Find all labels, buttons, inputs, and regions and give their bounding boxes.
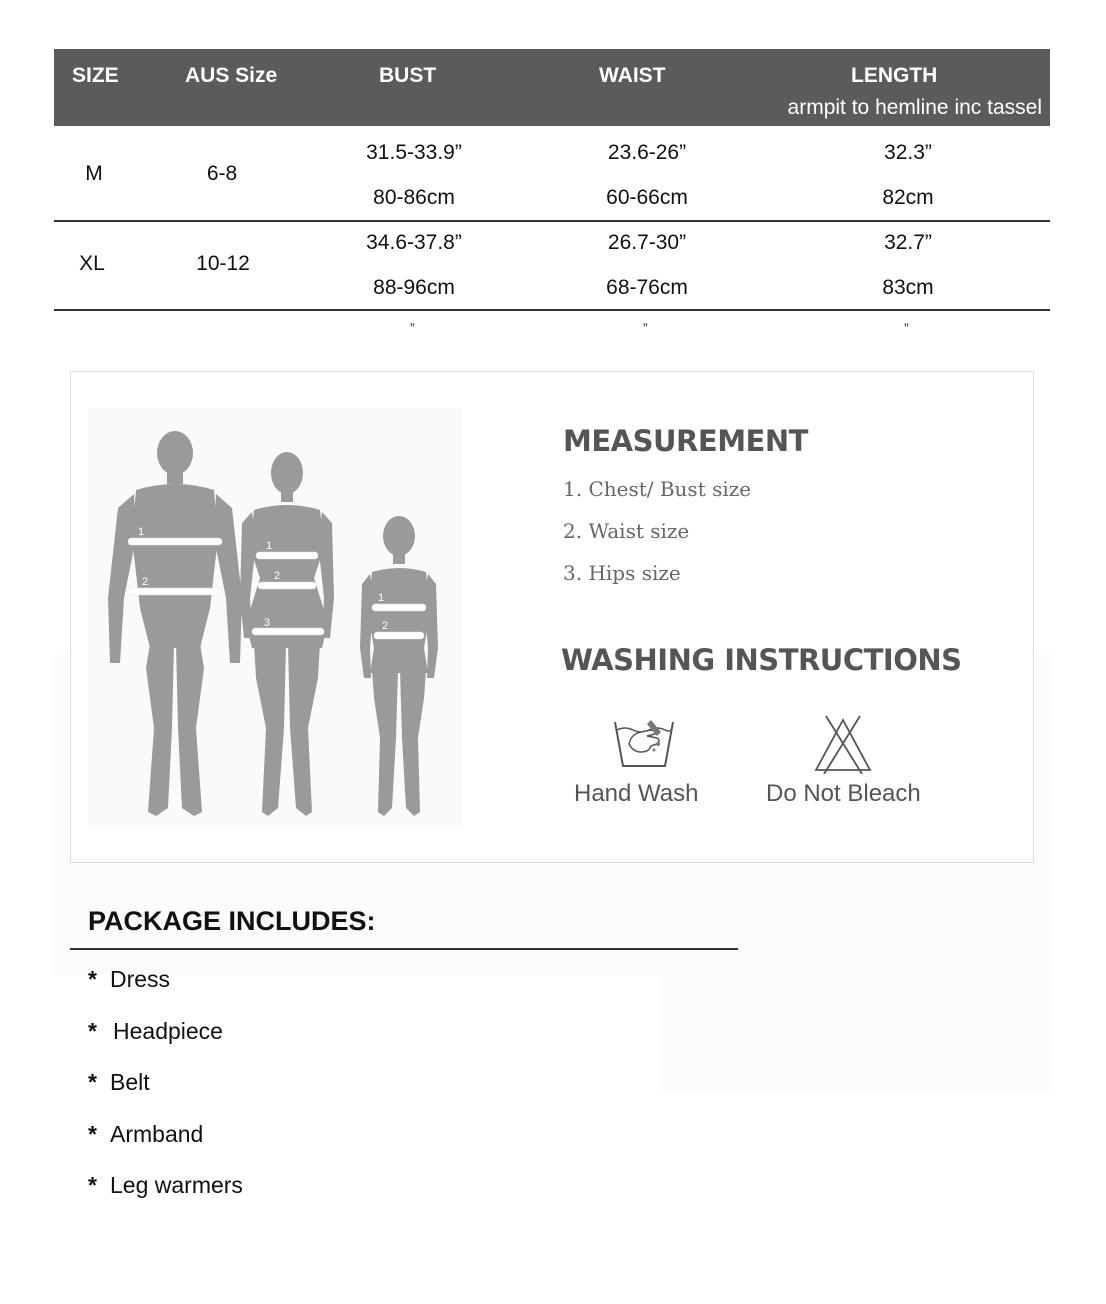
header-aus-size: AUS Size bbox=[185, 64, 278, 87]
row-m-bust-cm: 80-86cm bbox=[373, 186, 455, 209]
size-table-header bbox=[54, 49, 1050, 126]
package-item-label: Headpiece bbox=[113, 1018, 223, 1044]
row-m-bust-in: 31.5-33.9” bbox=[366, 141, 462, 164]
bullet-star: * bbox=[88, 1018, 97, 1044]
bullet-star: * bbox=[88, 966, 97, 992]
row-m-waist-in: 23.6-26” bbox=[607, 141, 687, 164]
row-xl-aus: 10-12 bbox=[196, 252, 250, 275]
child-chest-tape bbox=[372, 604, 426, 611]
package-item-label: Dress bbox=[110, 966, 171, 992]
row-m-aus: 6-8 bbox=[206, 162, 238, 185]
washing-title: WASHING INSTRUCTIONS bbox=[561, 643, 962, 677]
child-marker-1: 1 bbox=[378, 592, 385, 604]
measurement-item-waist: 2. Waist size bbox=[563, 519, 690, 543]
child-waist-tape bbox=[374, 632, 424, 639]
header-size: SIZE bbox=[72, 64, 119, 87]
man-marker-2: 2 bbox=[142, 576, 149, 588]
row-xl-bust-in: 34.6-37.8” bbox=[366, 231, 462, 254]
header-length: LENGTH bbox=[851, 64, 938, 87]
measurement-title: MEASUREMENT bbox=[563, 424, 808, 458]
row-m-size: M bbox=[85, 162, 103, 185]
bullet-star: * bbox=[88, 1069, 97, 1095]
package-item-headpiece bbox=[88, 1018, 223, 1045]
faint-background-corner bbox=[660, 975, 1053, 1090]
woman-marker-1: 1 bbox=[266, 540, 273, 552]
hand-wash-icon bbox=[611, 714, 677, 770]
do-not-bleach-icon bbox=[812, 714, 874, 774]
measurement-item-chest: 1. Chest/ Bust size bbox=[563, 477, 752, 501]
bullet-star: * bbox=[88, 1121, 97, 1147]
header-bust: BUST bbox=[379, 64, 437, 87]
man-figure bbox=[108, 431, 242, 816]
row-xl-length-in: 32.7” bbox=[884, 231, 932, 254]
row-xl-size: XL bbox=[79, 252, 105, 275]
body-figures-illustration bbox=[88, 408, 462, 826]
woman-marker-2: 2 bbox=[274, 570, 281, 582]
package-item-label: Armband bbox=[110, 1121, 204, 1147]
package-item-belt bbox=[88, 1069, 150, 1096]
row-xl-bust-cm: 88-96cm bbox=[373, 276, 455, 299]
measurement-item-hips: 3. Hips size bbox=[563, 561, 681, 585]
package-item-leg-warmers bbox=[88, 1172, 243, 1199]
woman-waist-tape bbox=[258, 582, 316, 589]
package-item-label: Belt bbox=[110, 1069, 150, 1095]
man-marker-1: 1 bbox=[138, 526, 145, 538]
package-rule bbox=[70, 948, 738, 950]
row-xl-waist-cm: 68-76cm bbox=[606, 276, 688, 299]
man-waist-tape bbox=[128, 588, 222, 595]
package-item-dress bbox=[88, 966, 170, 993]
trailing-mark-waist: ” bbox=[643, 320, 648, 336]
row-m-waist-cm: 60-66cm bbox=[606, 186, 688, 209]
do-not-bleach-label: Do Not Bleach bbox=[766, 780, 921, 807]
package-item-label: Leg warmers bbox=[110, 1172, 243, 1198]
woman-marker-3: 3 bbox=[264, 617, 271, 629]
header-length-note: armpit to hemline inc tassel bbox=[787, 96, 1042, 119]
bullet-star: * bbox=[88, 1172, 97, 1198]
row-xl-waist-in: 26.7-30” bbox=[607, 231, 687, 254]
child-figure bbox=[360, 516, 438, 816]
hand-wash-label: Hand Wash bbox=[574, 780, 699, 807]
row-m-length-in: 32.3” bbox=[884, 141, 932, 164]
trailing-mark-bust: ” bbox=[410, 320, 415, 336]
man-chest-tape bbox=[128, 538, 222, 545]
row-m-length-cm: 82cm bbox=[882, 186, 934, 209]
row-divider bbox=[54, 220, 1050, 222]
trailing-mark-length: ” bbox=[904, 320, 909, 336]
package-title: PACKAGE INCLUDES: bbox=[88, 906, 376, 936]
woman-hips-tape bbox=[252, 628, 324, 635]
child-marker-2: 2 bbox=[382, 620, 389, 632]
table-bottom-rule bbox=[54, 309, 1050, 311]
package-item-armband bbox=[88, 1121, 203, 1148]
header-waist: WAIST bbox=[599, 64, 666, 87]
woman-bust-tape bbox=[256, 552, 318, 559]
row-xl-length-cm: 83cm bbox=[882, 276, 934, 299]
